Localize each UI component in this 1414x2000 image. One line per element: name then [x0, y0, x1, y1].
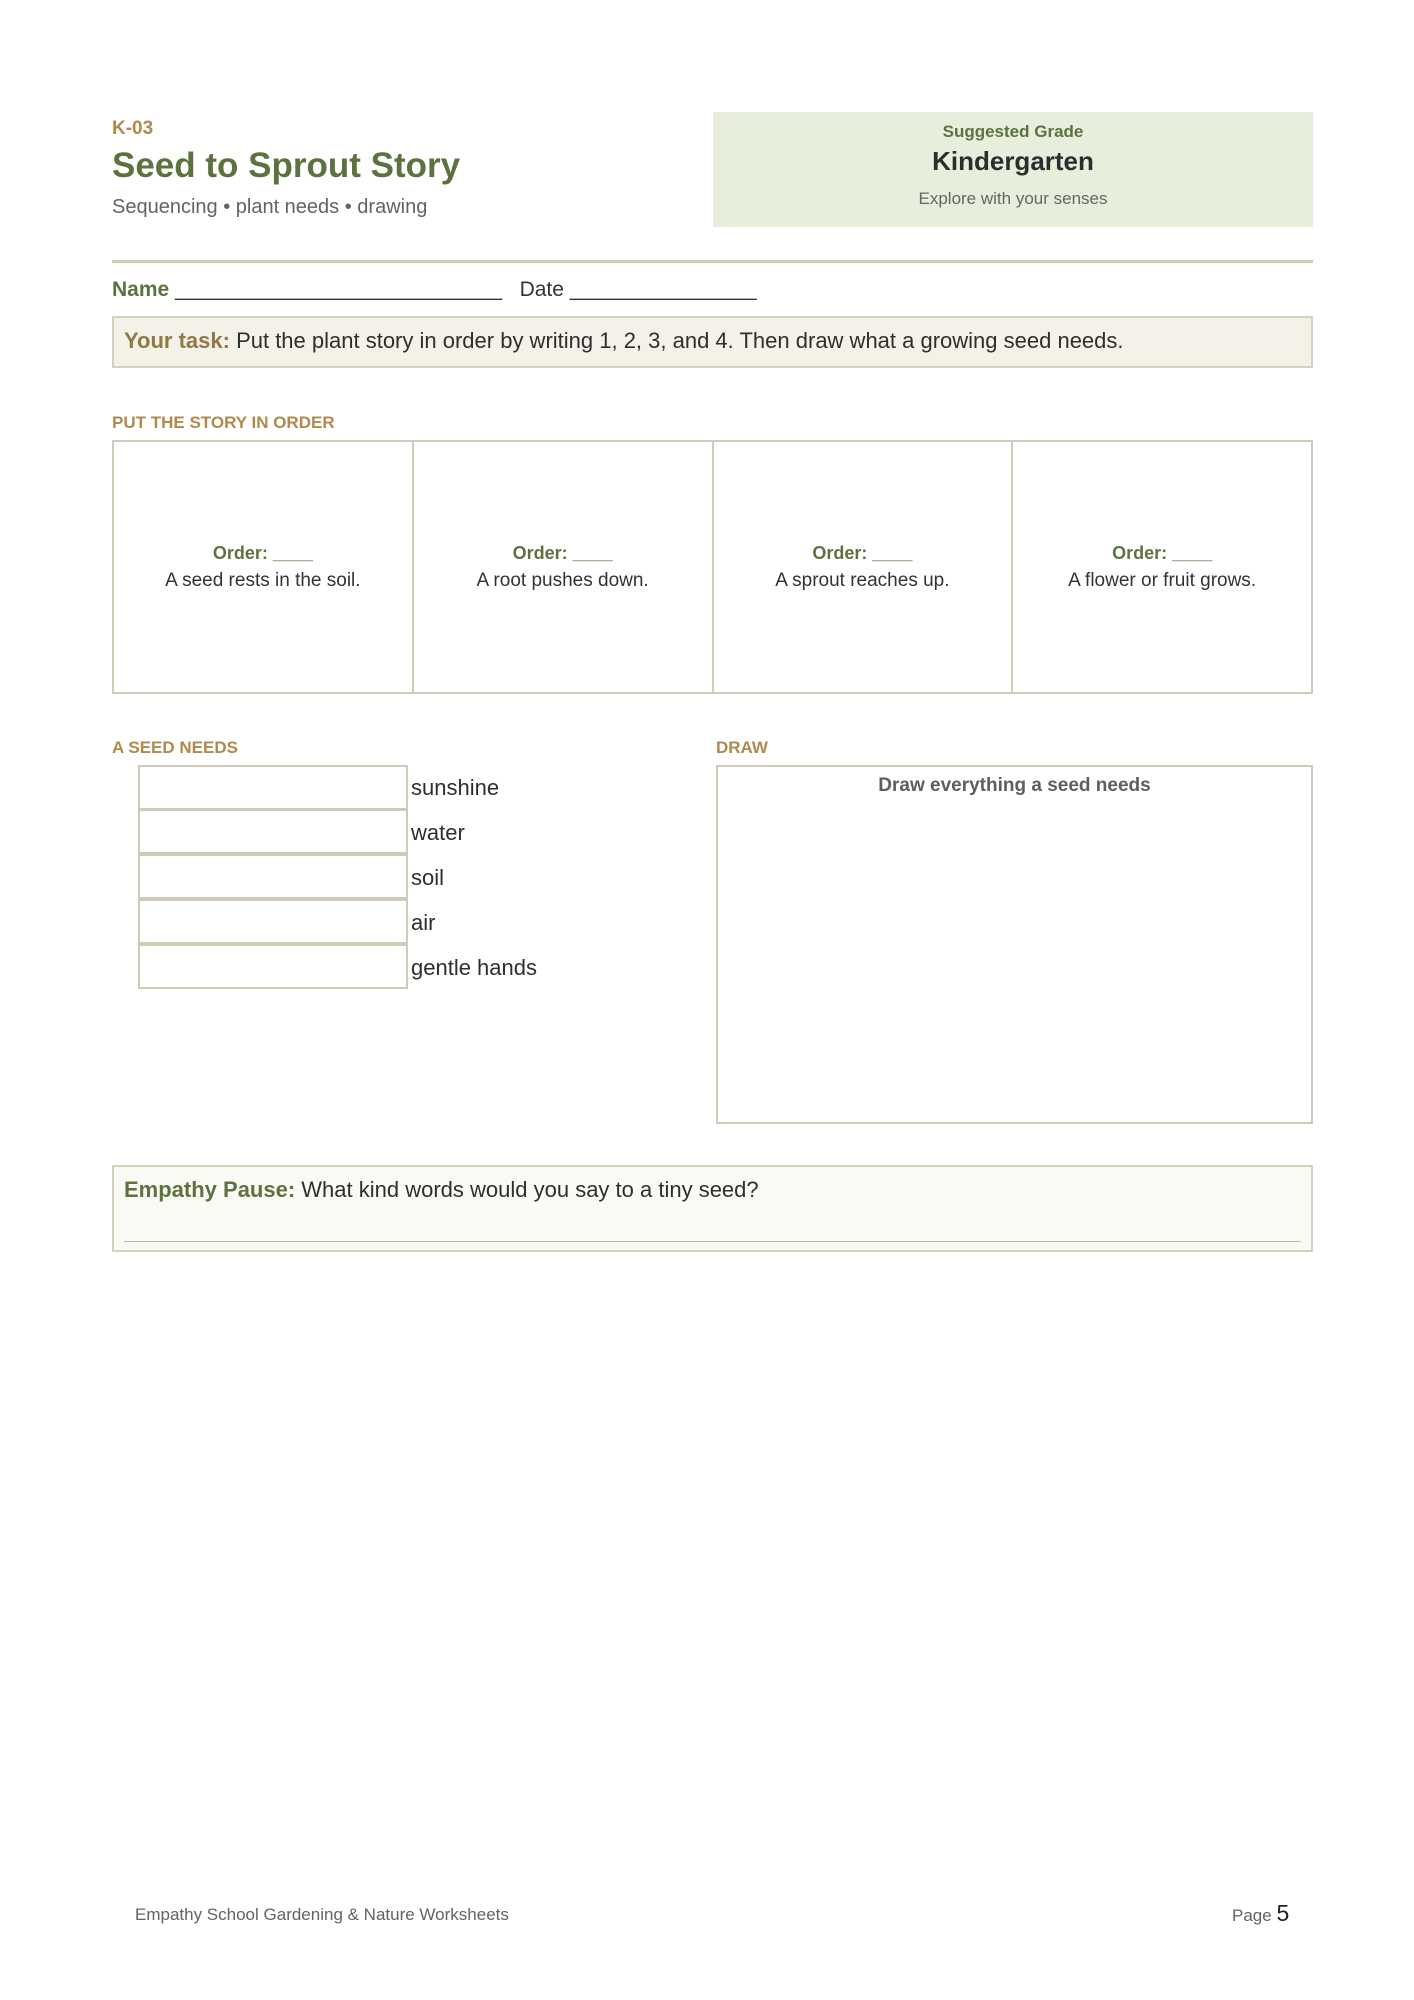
order-blank[interactable]: Order: ____: [512, 542, 613, 563]
story-cell: [1013, 442, 1311, 692]
grade-label: Suggested Grade: [942, 122, 1084, 141]
need-text: sunshine: [411, 774, 500, 800]
story-text: A seed rests in the soil.: [165, 569, 361, 591]
story-cell: [714, 442, 1014, 692]
need-row: [138, 900, 537, 945]
worksheet-code: K-03: [112, 118, 154, 139]
need-text: gentle hands: [411, 954, 537, 980]
page-number: [1232, 1900, 1289, 1927]
order-blank[interactable]: Order: ____: [1112, 542, 1213, 563]
need-row: [138, 765, 537, 810]
empathy-box: [112, 1165, 1313, 1252]
story-text: A root pushes down.: [476, 569, 649, 591]
page-label: Page: [1232, 1906, 1277, 1925]
story-cell: [414, 442, 714, 692]
page-number-value: 5: [1276, 1900, 1290, 1926]
need-checkbox[interactable]: [138, 765, 408, 810]
story-grid: [112, 440, 1313, 694]
name-label: Name: [112, 278, 170, 301]
date-label: Date: [519, 278, 564, 301]
page-title: Seed to Sprout Story: [112, 146, 461, 185]
grade-note: Explore with your senses: [918, 189, 1108, 208]
footer-publisher: Empathy School Gardening & Nature Worksheets: [135, 1905, 509, 1924]
need-checkbox[interactable]: [138, 899, 408, 944]
needs-list: [138, 765, 537, 990]
task-text: Put the plant story in order by writing 1, 2, 3, and 4. Then draw what a growing seed needs.: [229, 328, 1124, 353]
empathy-label: Empathy Pause:: [124, 1177, 296, 1202]
need-row: [138, 810, 537, 855]
name-line[interactable]: ____________________________: [169, 278, 503, 301]
draw-section-label: DRAW: [716, 738, 768, 757]
need-checkbox[interactable]: [138, 809, 408, 854]
need-text: air: [411, 909, 436, 935]
empathy-answer-line[interactable]: [124, 1241, 1301, 1242]
need-text: soil: [411, 864, 445, 890]
need-checkbox[interactable]: [138, 854, 408, 899]
task-box: [112, 316, 1313, 368]
page-subtitle: Sequencing • plant needs • drawing: [112, 196, 428, 218]
drawing-title: Draw everything a seed needs: [878, 775, 1151, 796]
story-text: A sprout reaches up.: [775, 569, 950, 591]
date-line[interactable]: ________________: [563, 278, 757, 301]
order-blank[interactable]: Order: ____: [212, 542, 313, 563]
need-row: [138, 855, 537, 900]
need-row: [138, 945, 537, 990]
name-date-row: [112, 278, 757, 302]
drawing-area[interactable]: [716, 765, 1313, 1124]
grade-value: Kindergarten: [932, 146, 1094, 176]
story-text: A flower or fruit grows.: [1068, 569, 1257, 591]
story-section-label: PUT THE STORY IN ORDER: [112, 413, 335, 432]
empathy-prompt: What kind words would you say to a tiny seed?: [295, 1177, 759, 1202]
task-label: Your task:: [124, 328, 230, 353]
story-cell: [114, 442, 414, 692]
need-text: water: [411, 819, 465, 845]
need-checkbox[interactable]: [138, 944, 408, 989]
header-divider: [112, 260, 1313, 263]
grade-panel: [713, 112, 1313, 227]
order-blank[interactable]: Order: ____: [812, 542, 913, 563]
needs-section-label: A SEED NEEDS: [112, 738, 238, 757]
